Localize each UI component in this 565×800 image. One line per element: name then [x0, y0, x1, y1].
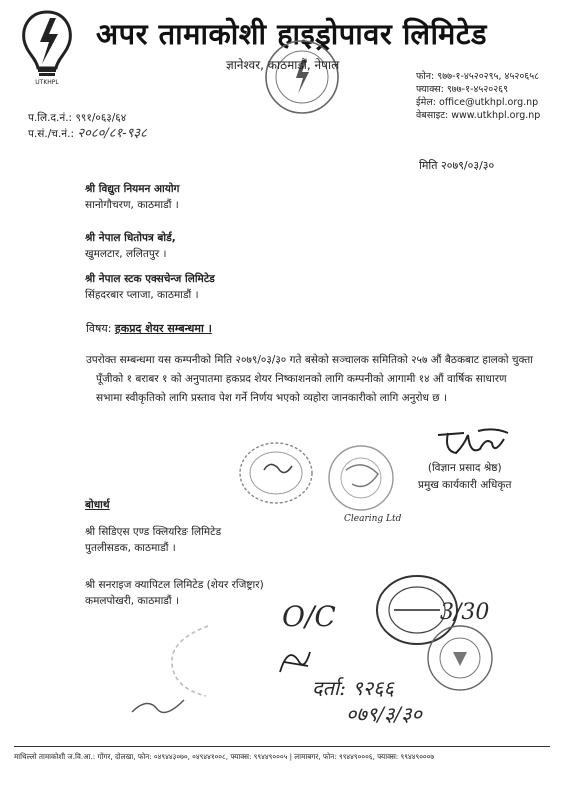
- ps-value: २०८०/८१-९३८: [77, 126, 147, 141]
- cc-name: श्री सनराइज क्यापिटल लिमिटेड (शेयर रजिष्ट्रार): [85, 579, 264, 591]
- contact-block: [416, 70, 540, 122]
- recipient-1: [85, 181, 179, 213]
- letter-body: उपरोक्त सम्बन्धमा यस कम्पनीको मिति २०७९/०३/३० गते बसेको सञ्चालक समितिको २५७ औं बैठकबाट हालको चुक्ता पूँजीको १ बराबर १ को अनुपातमा हकप्रद शेयर निष्काशनको लागि कम्पनीको आगामी १४ औं वार्षिक साधारण सभामा स्वीकृतिको लागि प्रस्ताव पेश गर्ने निर्णय भएको व्यहोरा जानकारीको लागि अनुरोध छ ।: [86, 354, 533, 404]
- recipient-address: खुमलटार, ललितपुर ।: [85, 248, 167, 260]
- footer-divider: [14, 746, 550, 747]
- oc-mark: O/C: [282, 600, 336, 633]
- letter-date: मिति २०७९/०३/३०: [419, 159, 495, 172]
- darta-line: [312, 674, 394, 701]
- recipient-name: श्री नेपाल स्टक एक्सचेन्ज लिमिटेड: [85, 273, 215, 285]
- pd-label: प.लि.द.नं.:: [28, 112, 73, 124]
- footer-text: माथिल्लो तामाकोशी ज.वि.आ.: गोंगर, दोलखा, फोन: ०४९४४३०७०, ०४९४४१००८, फ्याक्स: ९९४४९०००५ | लामाबगर, फोन: ९९४४९०००६, फ्याक्स: ९९४४९०००७: [14, 752, 435, 761]
- stamp-note: Clearing Ltd: [344, 514, 402, 524]
- cds-stamp-icon: [322, 440, 400, 520]
- recipient-address: सिंहदरबार प्लाजा, काठमाडौं ।: [85, 289, 199, 301]
- subject-text: हकप्रद शेयर सम्बन्धमा ।: [114, 322, 212, 335]
- signatory-title: प्रमुख कार्यकारी अधिकृत: [418, 479, 512, 491]
- recipient-2: [85, 230, 176, 262]
- recipient-address: सानोगौचरण, काठमाडौं ।: [85, 199, 179, 211]
- subject-label: विषय:: [86, 322, 112, 335]
- faded-stamp-icon: [160, 620, 220, 700]
- cc-address: कमलपोखरी, काठमाडौं ।: [85, 595, 179, 607]
- company-name: अपर तामाकोशी हाइड्रोपावर लिमिटेड: [96, 17, 487, 51]
- company-seal-icon: [263, 38, 341, 116]
- cc-address: पुतलीसडक, काठमाडौं ।: [85, 542, 176, 554]
- darta-label: दर्ता:: [312, 676, 346, 700]
- signatory-name: (विज्ञान प्रसाद श्रेष्ठ): [427, 462, 502, 474]
- cc-item-1: [85, 524, 221, 556]
- pd-value: ९९१/०६३/६४: [75, 112, 127, 124]
- recipient-name: श्री विद्युत नियमन आयोग: [85, 183, 180, 195]
- recipient-name: श्री नेपाल धितोपत्र बोर्ड,: [85, 232, 176, 244]
- received-stamp-icon: [236, 438, 316, 508]
- seal-stamp-icon: [415, 622, 505, 694]
- signature-icon: [434, 425, 514, 465]
- cc-item-2: [85, 577, 264, 609]
- initial-scribble-icon: [274, 642, 314, 682]
- signatory-block: [418, 460, 511, 494]
- cc-label: बोधार्थ: [85, 499, 110, 511]
- darta-date: ०७९/३/३०: [346, 702, 422, 726]
- subject-line: [86, 321, 212, 336]
- logo-caption: UTKHPL: [35, 79, 59, 86]
- recipient-3: [85, 271, 215, 303]
- bottom-scribble-icon: [128, 692, 188, 722]
- cc-name: श्री सिडिएस एण्ड क्लियरिङ लिमिटेड: [85, 526, 222, 538]
- phone-text: फोन: ९७७-१-४५२०२९५, ४५२०६५८: [416, 71, 540, 82]
- date-mark: 3/30: [440, 600, 490, 625]
- company-logo-icon: [18, 8, 76, 86]
- email-text: ईमेल: office@utkhpl.org.np: [416, 97, 539, 108]
- company-address: ज्ञानेश्वर, काठमाडौं, नेपाल: [226, 58, 340, 72]
- darta-number: ९२६६: [352, 676, 394, 700]
- fax-text: फ्याक्स: ९७७-१-४५२०२६९: [416, 84, 509, 95]
- website-text: वेबसाइट: www.utkhpl.org.np: [416, 110, 541, 121]
- ps-label: प.सं./च.नं.:: [28, 128, 74, 140]
- reference-block: [28, 111, 147, 142]
